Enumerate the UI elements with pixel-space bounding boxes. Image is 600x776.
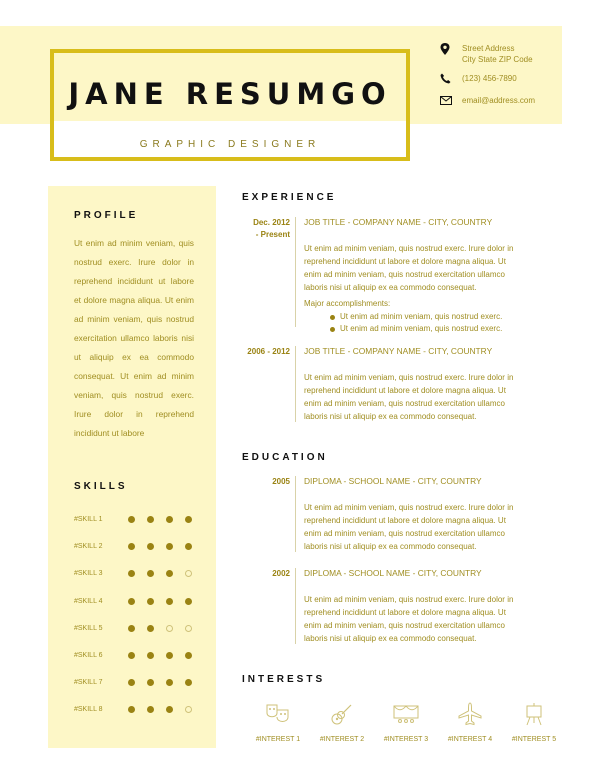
skill-label: #SKILL 5 [74,624,103,632]
education-title-2: DIPLOMA - SCHOOL NAME - CITY, COUNTRY [304,568,482,578]
cinema-icon [392,702,420,726]
skill-dot-empty [185,570,192,577]
interest-item-3 [376,702,436,743]
education-desc-1 [304,501,554,553]
sidebar [48,186,216,748]
interest-label-2: #INTEREST 2 [319,736,365,743]
interest-item-4 [440,702,500,743]
education-entry-1 [232,476,562,552]
skill-row [74,650,204,662]
skill-dot-filled [185,598,192,605]
skill-dot-filled [128,706,135,713]
experience-entry-2 [232,346,562,422]
skill-row [74,541,204,553]
experience-date-1b: - Present [255,230,290,239]
interest-label-3: #INTEREST 3 [383,736,429,743]
skill-label: #SKILL 7 [74,679,103,687]
desc-line: enim ad minim veniam, quis nostrud exercitation ullamco [304,529,505,538]
skill-dot-filled [128,543,135,550]
skill-dot-filled [166,516,173,523]
desc-line: Ut enim ad minim veniam, quis nostrud exerc. Irure dolor in [304,503,514,512]
skill-dot-empty [185,625,192,632]
skill-dot-filled [166,679,173,686]
interest-label-5: #INTEREST 5 [511,736,557,743]
timeline-divider [295,217,296,327]
experience-desc-2 [304,371,554,423]
experience-heading: EXPERIENCE [242,192,337,203]
experience-date-1: Dec. 2012 [253,218,290,227]
skill-label: #SKILL 4 [74,597,103,605]
timeline-divider [295,568,296,644]
desc-line: laboris nisi ut aliquip ex ea commodo consequat. [304,412,477,421]
experience-desc-1 [304,242,554,294]
skill-label: #SKILL 6 [74,652,103,659]
interest-label-1: #INTEREST 1 [255,736,301,743]
skill-label: #SKILL 2 [74,543,103,551]
skill-dot-filled [166,598,173,605]
skill-row [74,596,204,608]
desc-line: enim ad minim veniam, quis nostrud exercitation ullamco [304,621,505,630]
skill-dot-filled [128,570,135,577]
skill-row [74,704,204,716]
interest-item-5 [504,702,564,743]
skills-heading: SKILLS [74,481,128,492]
skill-row [74,568,204,580]
guitar-icon [329,702,355,726]
skill-dot-filled [128,679,135,686]
desc-line: laboris nisi ut aliquip ex ea commodo consequat. [304,634,477,643]
interest-item-1 [248,702,308,743]
skill-dot-filled [185,516,192,523]
skill-dot-filled [166,543,173,550]
desc-line: Ut enim ad minim veniam, quis nostrud exerc. Irure dolor in [304,373,514,382]
experience-entry-1 [232,217,562,333]
experience-title-2: JOB TITLE - COMPANY NAME - CITY, COUNTRY [304,346,493,356]
interest-label-4: #INTEREST 4 [447,736,493,743]
desc-line: enim ad minim veniam, quis nostrud exercitation ullamco [304,399,505,408]
skill-dot-filled [128,598,135,605]
envelope-icon [440,96,452,106]
contact-address [440,43,533,65]
desc-line: laboris nisi ut aliquip ex ea commodo consequat. [304,283,477,292]
theater-masks-icon [265,702,291,726]
skill-label: #SKILL 8 [74,706,103,714]
timeline-divider [295,476,296,552]
skill-label: #SKILL 3 [74,570,103,578]
location-pin-icon [440,43,450,55]
desc-line: laboris nisi ut aliquip ex ea commodo consequat. [304,542,477,551]
experience-date-2: 2006 - 2012 [247,347,290,356]
desc-line: reprehend incididunt ut labore et dolore magna aliqua. Ut [304,516,506,525]
phone-number[interactable]: (123) 456-7890 [462,74,517,83]
address-line-2: City State ZIP Code [462,55,533,64]
job-title: GRAPHIC DESIGNER [139,139,321,150]
accomplishment-item: Ut enim ad minim veniam, quis nostrud exerc. [340,324,503,333]
skill-dot-filled [166,652,173,659]
timeline-divider [295,346,296,422]
skill-row [74,623,204,635]
skill-dot-filled [147,598,154,605]
skill-dot-filled [128,625,135,632]
skill-dot-filled [128,516,135,523]
desc-line: enim ad minim veniam, quis nostrud exercitation ullamco [304,270,505,279]
skill-dot-filled [147,679,154,686]
skill-dot-filled [185,543,192,550]
skill-dot-filled [166,570,173,577]
skill-row [74,514,204,526]
candidate-name: JANE RESUMGO [68,77,392,111]
airplane-icon [457,702,483,726]
education-date-2: 2002 [272,569,290,578]
skill-dot-filled [185,679,192,686]
desc-line: Ut enim ad minim veniam, quis nostrud exerc. Irure dolor in [304,595,514,604]
skill-row [74,677,204,689]
profile-text: Ut enim ad minim veniam, quis nostrud exerc. Irure dolor in reprehend incididunt ut labore et dolore magna aliqua. Ut enim ad minim veniam, quis nostrud exercitation ullamco laboris nisi ut aliquip ex ea commodo consequat. Ut enim ad minim veniam, quis nostrud exerc. Irure dolor in reprehend incididunt ut labore [74,238,194,438]
skill-dot-filled [147,543,154,550]
skill-dot-filled [128,652,135,659]
desc-line: reprehend incididunt ut labore et dolore magna aliqua. Ut [304,386,506,395]
desc-line: reprehend incididunt ut labore et dolore magna aliqua. Ut [304,608,506,617]
skill-dot-filled [185,652,192,659]
skill-dot-empty [185,706,192,713]
desc-line: Ut enim ad minim veniam, quis nostrud exerc. Irure dolor in [304,244,514,253]
skill-dot-filled [147,570,154,577]
skill-dot-filled [147,516,154,523]
email-address[interactable]: email@address.com [462,96,536,105]
skill-label: #SKILL 1 [74,516,103,523]
skill-dot-filled [166,706,173,713]
desc-line: reprehend incididunt ut labore et dolore magna aliqua. Ut [304,257,506,266]
skill-dot-empty [166,625,173,632]
education-heading: EDUCATION [242,452,328,463]
experience-title-1: JOB TITLE - COMPANY NAME - CITY, COUNTRY [304,217,493,227]
profile-heading: PROFILE [74,210,139,221]
skill-dot-filled [147,625,154,632]
education-date-1: 2005 [272,477,290,486]
accomplishment-item: Ut enim ad minim veniam, quis nostrud exerc. [340,312,503,321]
skill-dot-filled [147,652,154,659]
interest-item-2 [312,702,372,743]
address-line-1: Street Address [462,44,515,53]
education-desc-2 [304,593,554,645]
name-box [50,49,410,161]
contact-email [440,95,535,106]
phone-icon [440,73,451,84]
accomplishments-heading: Major accomplishments: [304,299,391,308]
easel-icon [521,702,547,726]
contact-phone [440,73,517,84]
interests-heading: INTERESTS [242,674,326,685]
education-title-1: DIPLOMA - SCHOOL NAME - CITY, COUNTRY [304,476,482,486]
education-entry-2 [232,568,562,644]
skill-dot-filled [147,706,154,713]
